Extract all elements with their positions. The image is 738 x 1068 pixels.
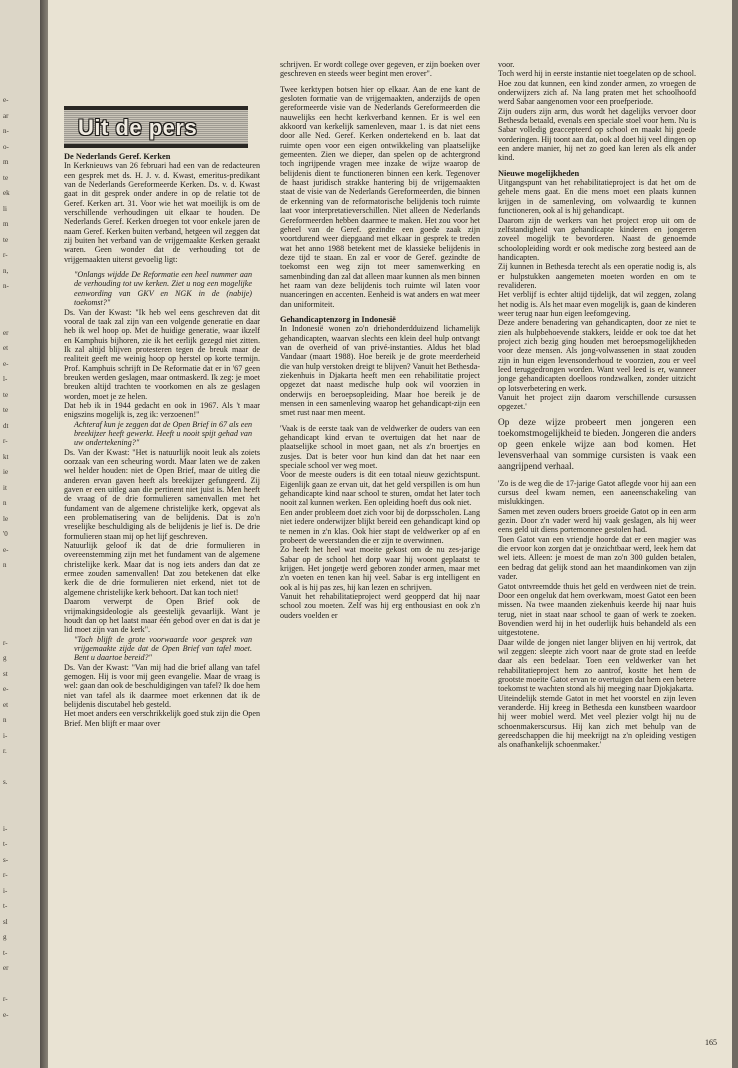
previous-page-fragment: te	[3, 173, 9, 182]
previous-page-fragment: l-	[3, 375, 8, 383]
previous-page-fragment: kt	[3, 452, 9, 461]
previous-page-fragment: le	[3, 514, 9, 523]
previous-page-fragment: ek	[3, 189, 10, 197]
paragraph: Ds. Van der Kwast: "Van mij had die brief allang van tafel gemogen. Hij is voor mij geen evangelie. Maar de vraag is wel: gaan dan ook de beschuldigingen van tafel? Ik doe hem niet van tafel als ik daarmee moet erkennen dat ik de belijdenis discutabel heb gesteld.	[64, 662, 260, 709]
paragraph: Zo heeft het heel wat moeite gekost om de nu zes-jarige Sabar op de school het dorp waar hij woont geplaatst te krijgen. Het jongetje werd geboren zonder armen, maar met z'n voeten en tenen kan hij veel. Sabar is erg intelligent en ook al is hij pas zes, hij kan lezen en schrijven.	[280, 545, 480, 592]
previous-page-fragment: e-	[3, 96, 9, 104]
paragraph: Het verblijf is echter altijd tijdelijk, dat wil zeggen, zolang het nodig is. Als het maar even mogelijk is, gaan de kinderen weer terug naar hun eigen leefomgeving.	[498, 290, 696, 318]
column-2	[280, 60, 480, 620]
paragraph: Ds. Van der Kwast: "Ik heb wel eens geschreven dat dit vooral de taak zal zijn van een volgende generatie en daar heb ik wel hoop op. Met de huidige generatie, waar ikzelf en Kamphuis bijhoren, zie ik het eerlijk gezegd niet zitten. Ik zal altijd blijven protesteren tegen de breuk maar de realiteit geeft me weinig hoop op herstel op korte termijn. Prof. Kamphuis schrijft in De Reformatie dat er in '67 geen breuken werden geslagen, maar ontmaskerd. Ik zeg: je moet breuken altijd trachten te voorkomen en als ze geslagen worden, moet je ze helen.	[64, 307, 260, 401]
previous-page-fragment: e-	[3, 1010, 9, 1019]
paragraph: schrijven. Er wordt college over gegeven, er zijn boeken over geschreven en steeds weer begint men erover".	[280, 60, 480, 79]
previous-page-fragment: er	[3, 964, 9, 972]
column-3	[498, 60, 696, 750]
paragraph: Daarom zijn de werkers van het project erop uit om de zelfstandigheid van gehandicapte kinderen en jongeren zoveel mogelijk te bevorderen. Naast de genoemde schoolopleiding wordt er ook medische zorg besteed aan de handicapten.	[498, 215, 696, 262]
interview-question: Achteraf kun je zeggen dat de Open Brief in 67 als een breekijzer heeft gewerkt. Heeft u nooit spijt gehad van uw ondertekening?"	[74, 419, 252, 448]
previous-page-fragment: dt	[3, 421, 9, 430]
paragraph: Zijn ouders zijn arm, dus wordt het dagelijks vervoer door Bethesda betaald, evenals een speciale stoel voor hem. Nu is Sabar volledig geaccepteerd op school en maakt hij goede vorderingen. Hij toont aan dat, ook al doet hij veel dingen op een andere manier, hij net zo goed kan leren als elk ander kind.	[498, 106, 696, 163]
interview-question: "Onlangs wijdde De Reformatie een heel nummer aan de verhouding tot uw kerken. Ziet u nog een mogelijke eenwording van GKV en NGK in de (nabije) toekomst?"	[74, 270, 252, 308]
paragraph: Een ander probleem doet zich voor bij de dorpsscholen. Lang niet iedere onderwijzer blijkt bereid een gehandicapt kind op te nemen in z'n klas. Ook hier stapt de veldwerker op af en probeert de weerstanden die er zijn te overwinnen.	[280, 507, 480, 545]
previous-page-fragment: s-	[3, 855, 9, 864]
previous-page-fragment: li	[3, 204, 7, 213]
previous-page-fragment: ar	[3, 111, 9, 120]
previous-page-fragment: i-	[3, 886, 8, 895]
paragraph: voor.	[498, 60, 515, 69]
paragraph: Daarom verwerpt de Open Brief ook de vrijmakingsideologie als geestelijk gevaarlijk. Want je houdt dan op het laatst maar één gebod over en dat is dat je lid moet zijn van de kerk".	[64, 597, 260, 635]
previous-page-fragment: e-	[3, 545, 9, 554]
page-number: 165	[705, 1038, 717, 1047]
paragraph: Vanuit het rehabilitatieproject werd geopperd dat hij naar school zou moeten. Zelf was hij erg enthousiast en ook z'n ouders voelden er	[280, 591, 480, 620]
paragraph: Natuurlijk geloof ik dat de drie formulieren in overeenstemming zijn met het fundament van de algemene christelijke kerk. Maar dat is nog iets anders dan dat ze ermee zouden samenvallen! Dat zou betekenen dat elke kerk die de drie formulieren niet erkend, niet tot de algemene christelijke kerk behoort. Dat kan toch niet!	[64, 541, 260, 597]
previous-page-fragment: n-	[3, 282, 9, 290]
paragraph: Voor de meeste ouders is dit een totaal nieuw gezichtspunt. Eigenlijk gaan ze ervan uit, dat het geld verspillen is om hun gehandicapte kind naar school te sturen, omdat het later toch nooit zal kunnen werken. Een opleiding hoeft dus ook niet.	[280, 470, 480, 508]
previous-page-fragment: n,	[3, 266, 9, 275]
previous-page-fragment: et	[3, 344, 9, 352]
previous-page-fragment: r-	[3, 871, 8, 879]
paragraph: 'Zo is de weg die de 17-jarige Gatot aflegde voor hij aan een cursus deel kwam nemen, een aaneenschakeling van mislukkingen.	[498, 478, 696, 507]
previous-page-fragment: e-	[3, 359, 9, 368]
previous-page-fragment: er	[3, 328, 9, 337]
paragraph: In Indonesië wonen zo'n driehonderdduizend lichamelijk gehandicapten, waarvan slechts een klein deel hulp ontvangt van de overheid of van privé-instanties. Aldus het blad Vandaar (maart 1988). Hoe bereik je de grote meerderheid die van hulp verstoken dreigt te blijven? Vanuit het Bethesda-ziekenhuis in Djakarta heeft men een rehabilitatie project opgezet dat naast medische hulp ook wil voorzien in onderwijs en beroepsopleiding. Maar hoe bereik je de mensen in een samenleving waarop het gehandicapt-zijn een smet rust naar men meent.	[280, 324, 480, 418]
paragraph: In Kerknieuws van 26 februari had een van de redacteuren een gesprek met ds. H. J. v. d. Kwast, emeritus-predikant van de Nederlands Gereformeerde Kerken. Ds. v. d. Kwast gaat in dit gesprek onder andere in op de relatie tot de Geref. Kerken art. 31. Voor wie het wat moeilijk is om de verschillende verhoudingen uit elkaar te houden. De Nederlands Geref. Kerken droegen tot voor enkele jaren de naam Geref. Kerken buiten verband, hetgeen wil zeggen dat zij buiten het verband van de vrijgemaakte Kerken geraakt waren. Geen wonder dat de verhouding tot de vrijgemaakten uiterst gevoelig ligt:	[64, 161, 260, 264]
page-gutter	[40, 0, 48, 1068]
previous-page-fragment: st	[3, 669, 8, 678]
previous-page-fragment: g	[3, 933, 7, 941]
previous-page-fragment: '0	[3, 530, 8, 538]
interview-question: "Toch blijft de grote voorwaarde voor gesprek van vrijgemaakte zijde dat de Open Brief van tafel moet. Bent u daartoe bereid?"	[74, 634, 252, 663]
previous-page-edge	[0, 0, 41, 1068]
previous-page-fragment: r-	[3, 251, 8, 259]
paragraph: Daar wilde de jongen niet langer blijven en hij vertrok, dat wil zeggen: sleepte zich voort naar de grote stad en leefde daar als een bedelaar. Toen een veldwerker van het rehabilitatieproject hem zo aantrof, kostte het hem de grootste moeite Gatot ervan te overtuigen dat hem een betere toekomst te wachten stond als hij meeging naar Djokjakarta.	[498, 637, 696, 694]
paragraph: Zij kunnen in Bethesda terecht als een operatie nodig is, als er hulpstukken aangemeten moeten worden en om te revalideren.	[498, 262, 696, 290]
previous-page-fragment: o-	[3, 142, 9, 151]
previous-page-fragment: m	[3, 158, 9, 166]
paragraph: Het moet anders een verschrikkelijk goed stuk zijn die Open Brief. Men blijft er maar over	[64, 709, 260, 728]
magazine-page	[48, 0, 732, 1068]
paragraph: Toen Gatot van een vriendje hoorde dat er een magier was die ervoor kon zorgen dat je onzichtbaar werd, leek hem dat wel iets. Alleen: je moest de man zo'n 300 gulden betalen, een bedrag dat gelijk stond aan het maandinkomen van zijn vader.	[498, 534, 696, 582]
previous-page-fragment: r-	[3, 638, 8, 647]
paragraph: Toch werd hij in eerste instantie niet toegelaten op de school. Hoe zou dat kunnen, een kind zonder armen, zo vroegen de onderwijzers zich af. Na lang praten met het schoolhoofd werd Sabar aangenomen voor een proefperiode.	[498, 69, 696, 107]
previous-page-fragment: te	[3, 406, 9, 414]
previous-page-fragment: te	[3, 235, 9, 244]
article-heading: Nieuwe mogelijkheden	[498, 168, 580, 178]
paragraph-emphasis: Op deze wijze probeert men jongeren een toekomstmogelijkheid te bieden. Jongeren die anders op geen enkele wijze aan bod komen. Het levensverhaal van sommige cursisten is vaak een aangrijpend verhaal.	[498, 417, 696, 472]
previous-page-fragment: g	[3, 654, 7, 662]
paragraph: Uiteindelijk stemde Gatot in met het voorstel en zijn leven veranderde. Hij kreeg in Bethesda een kunstbeen waardoor hij weer mobiel werd. Met veel plezier volgt hij nu de schoenmakerscursus. Hij kan zich met behulp van de gereedschappen die hij meekrijgt na z'n opleiding vestigen als onafhankelijk schoenmaker.'	[498, 693, 696, 750]
previous-page-fragment: r.	[3, 747, 7, 755]
previous-page-fragment: n	[3, 716, 7, 724]
previous-page-fragment: m	[3, 220, 9, 228]
previous-page-fragment: t-	[3, 948, 8, 957]
previous-page-fragment: te	[3, 390, 9, 399]
article-heading: De Nederlands Geref. Kerken	[64, 152, 171, 161]
previous-page-fragment: r-	[3, 437, 8, 445]
previous-page-fragment: it	[3, 483, 7, 492]
previous-page-fragment: n-	[3, 127, 9, 135]
previous-page-fragment: i-	[3, 731, 8, 740]
section-title: Uit de pers	[78, 115, 198, 140]
header-stripe	[64, 144, 248, 148]
paragraph: Dat heb ik in 1944 gedacht en ook in 1967. Als 't maar enigszins mogelijk is, zeg ik: verzoenen!"	[64, 400, 260, 420]
previous-page-fragment: t-	[3, 902, 8, 910]
previous-page-fragment: n	[3, 499, 7, 507]
previous-page-fragment: sl	[3, 917, 8, 926]
paragraph: Samen met zeven ouders broers groeide Gatot op in een arm gezin. Door z'n vader werd hij vaak geslagen, als hij weer eens geld uit diens portemonnee gestolen had.	[498, 506, 696, 535]
previous-page-fragment: n	[3, 561, 7, 569]
section-header	[64, 106, 248, 148]
previous-page-fragment: e-	[3, 685, 9, 693]
previous-page-fragment: et	[3, 700, 9, 709]
column-1	[64, 152, 260, 728]
paragraph: 'Vaak is de eerste taak van de veldwerker de ouders van een gehandicapt kind ervan te overtuigen dat het naar de plaatselijke school in moet gaan, net als z'n broertjes en zusjes. Dat is beter voor hun kind dan dat het naar een speciale school ver weg moet.	[280, 423, 480, 471]
paragraph: Twee kerktypen botsen hier op elkaar. Aan de ene kant de gesloten formatie van de vrijgemaakten, anderzijds de open gereformeerde visie van de Nederlands Gereformeerden die nauwelijks een hecht kerkverband kennen. Er is wel een akkoord van kerkelijk samenleven, maar 1. is dat niet eens door alle Ned. Geref. Kerken ondertekend en b. laat dat ruimte open voor een eigen ontwikkeling van plaatselijke gemeenten. Zien we dieper, dan spelen op de achtergrond toch ingrijpende vragen mee inzake de wijze waarop de belijdenis dient te functioneren binnen een kerk. Tegenover de haast juridisch strakke hantering bij de vrijgemaakten staat de visie van de Nederlands Gereformeerden, die binnen de erkenning van de reformatorische belijdenis toch ruimte laat voor interpretatieverschillen. Niet alleen de Nederlands Gereformeerden hebben daarmee te maken. Het zou voor het geheel van de Geref. gezindte een goede zaak zijn voortdurend weer diepgaand met elkaar in gesprek te treden wat het anno 1988 betekent met de klassieke belijdenis in deze tijd te staan. En zal er voor de Geref. gezindte de toekomst een weg zijn tot meer samenwerking en samenbinding dan zal dat alleen maar kunnen als men binnen het raam van deze belijdenis toch ruimte wil laten voor nuanceringen en accenten. Eenheid is wat anders en wat meer dan uniformiteit.	[280, 84, 481, 309]
paragraph: Gatot ontvreemdde thuis het geld en verdween niet de trein. Door een ongeluk dat hem overkwam, moest Gatot een been missen. Na twee maanden ziekenhuis keerde hij naar huis terug, niet in staat naar school te gaan of werk te zoeken. Bovendien werd hij in het ouderlijk huis behandeld als een uitgestotene.	[498, 581, 696, 638]
previous-page-fragment: ie	[3, 468, 9, 476]
paragraph: Uitgangspunt van het rehabilitatieproject is dat het om de gehele mens gaat. En die mens moet een plaats kunnen krijgen in de samenleving, om volwaardig te kunnen functioneren, ook al is hij gehandicapt.	[498, 178, 696, 216]
previous-page-fragment: r-	[3, 995, 8, 1003]
paragraph: Vanuit het project zijn daarom verschillende cursussen opgezet.'	[498, 393, 696, 412]
paragraph: Deze andere benadering van gehandicapten, door ze niet te zien als hulpbehoevende stakkers, leidde er ook toe dat het project zich bezig ging houden met beroepsmogelijkheden voor deze mensen. Als jong-volwassenen in staat zouden zijn in hun eigen levensonderhoud te voorzien, zou er veel leed teruggedrongen worden. Want veel leed is er, wanneer jonge gehandicapten doelloos rondzwalken, zonder uitzicht op lotsverbetering en werk.	[498, 318, 696, 393]
article-heading: Gehandicaptenzorg in Indonesië	[280, 314, 396, 324]
previous-page-fragment: s.	[3, 778, 8, 786]
header-stripe	[64, 106, 248, 110]
previous-page-fragment: i-	[3, 824, 8, 833]
paragraph: Ds. Van der Kwast: "Het is natuurlijk nooit leuk als zoiets oorzaak van een scheuring wordt. Maar laten we de zaken wel helder houden: niet de Open Brief, maar de uitleg die anderen ervan gaven heeft als breekijzer gefungeerd. Zij gaven er een uitleg aan die pertinent niet juist is. Men heeft de vraag of de drie formulieren samenvallen met het fundament van de algemene christelijke kerk, opgevat als een problematisering van de belijdenis. Dat is zo'n vreselijke beschuldiging als de belijdenis je lief is. De drie formulieren staan mij op het lijf geschreven.	[64, 447, 260, 541]
previous-page-fragment: t-	[3, 840, 8, 848]
